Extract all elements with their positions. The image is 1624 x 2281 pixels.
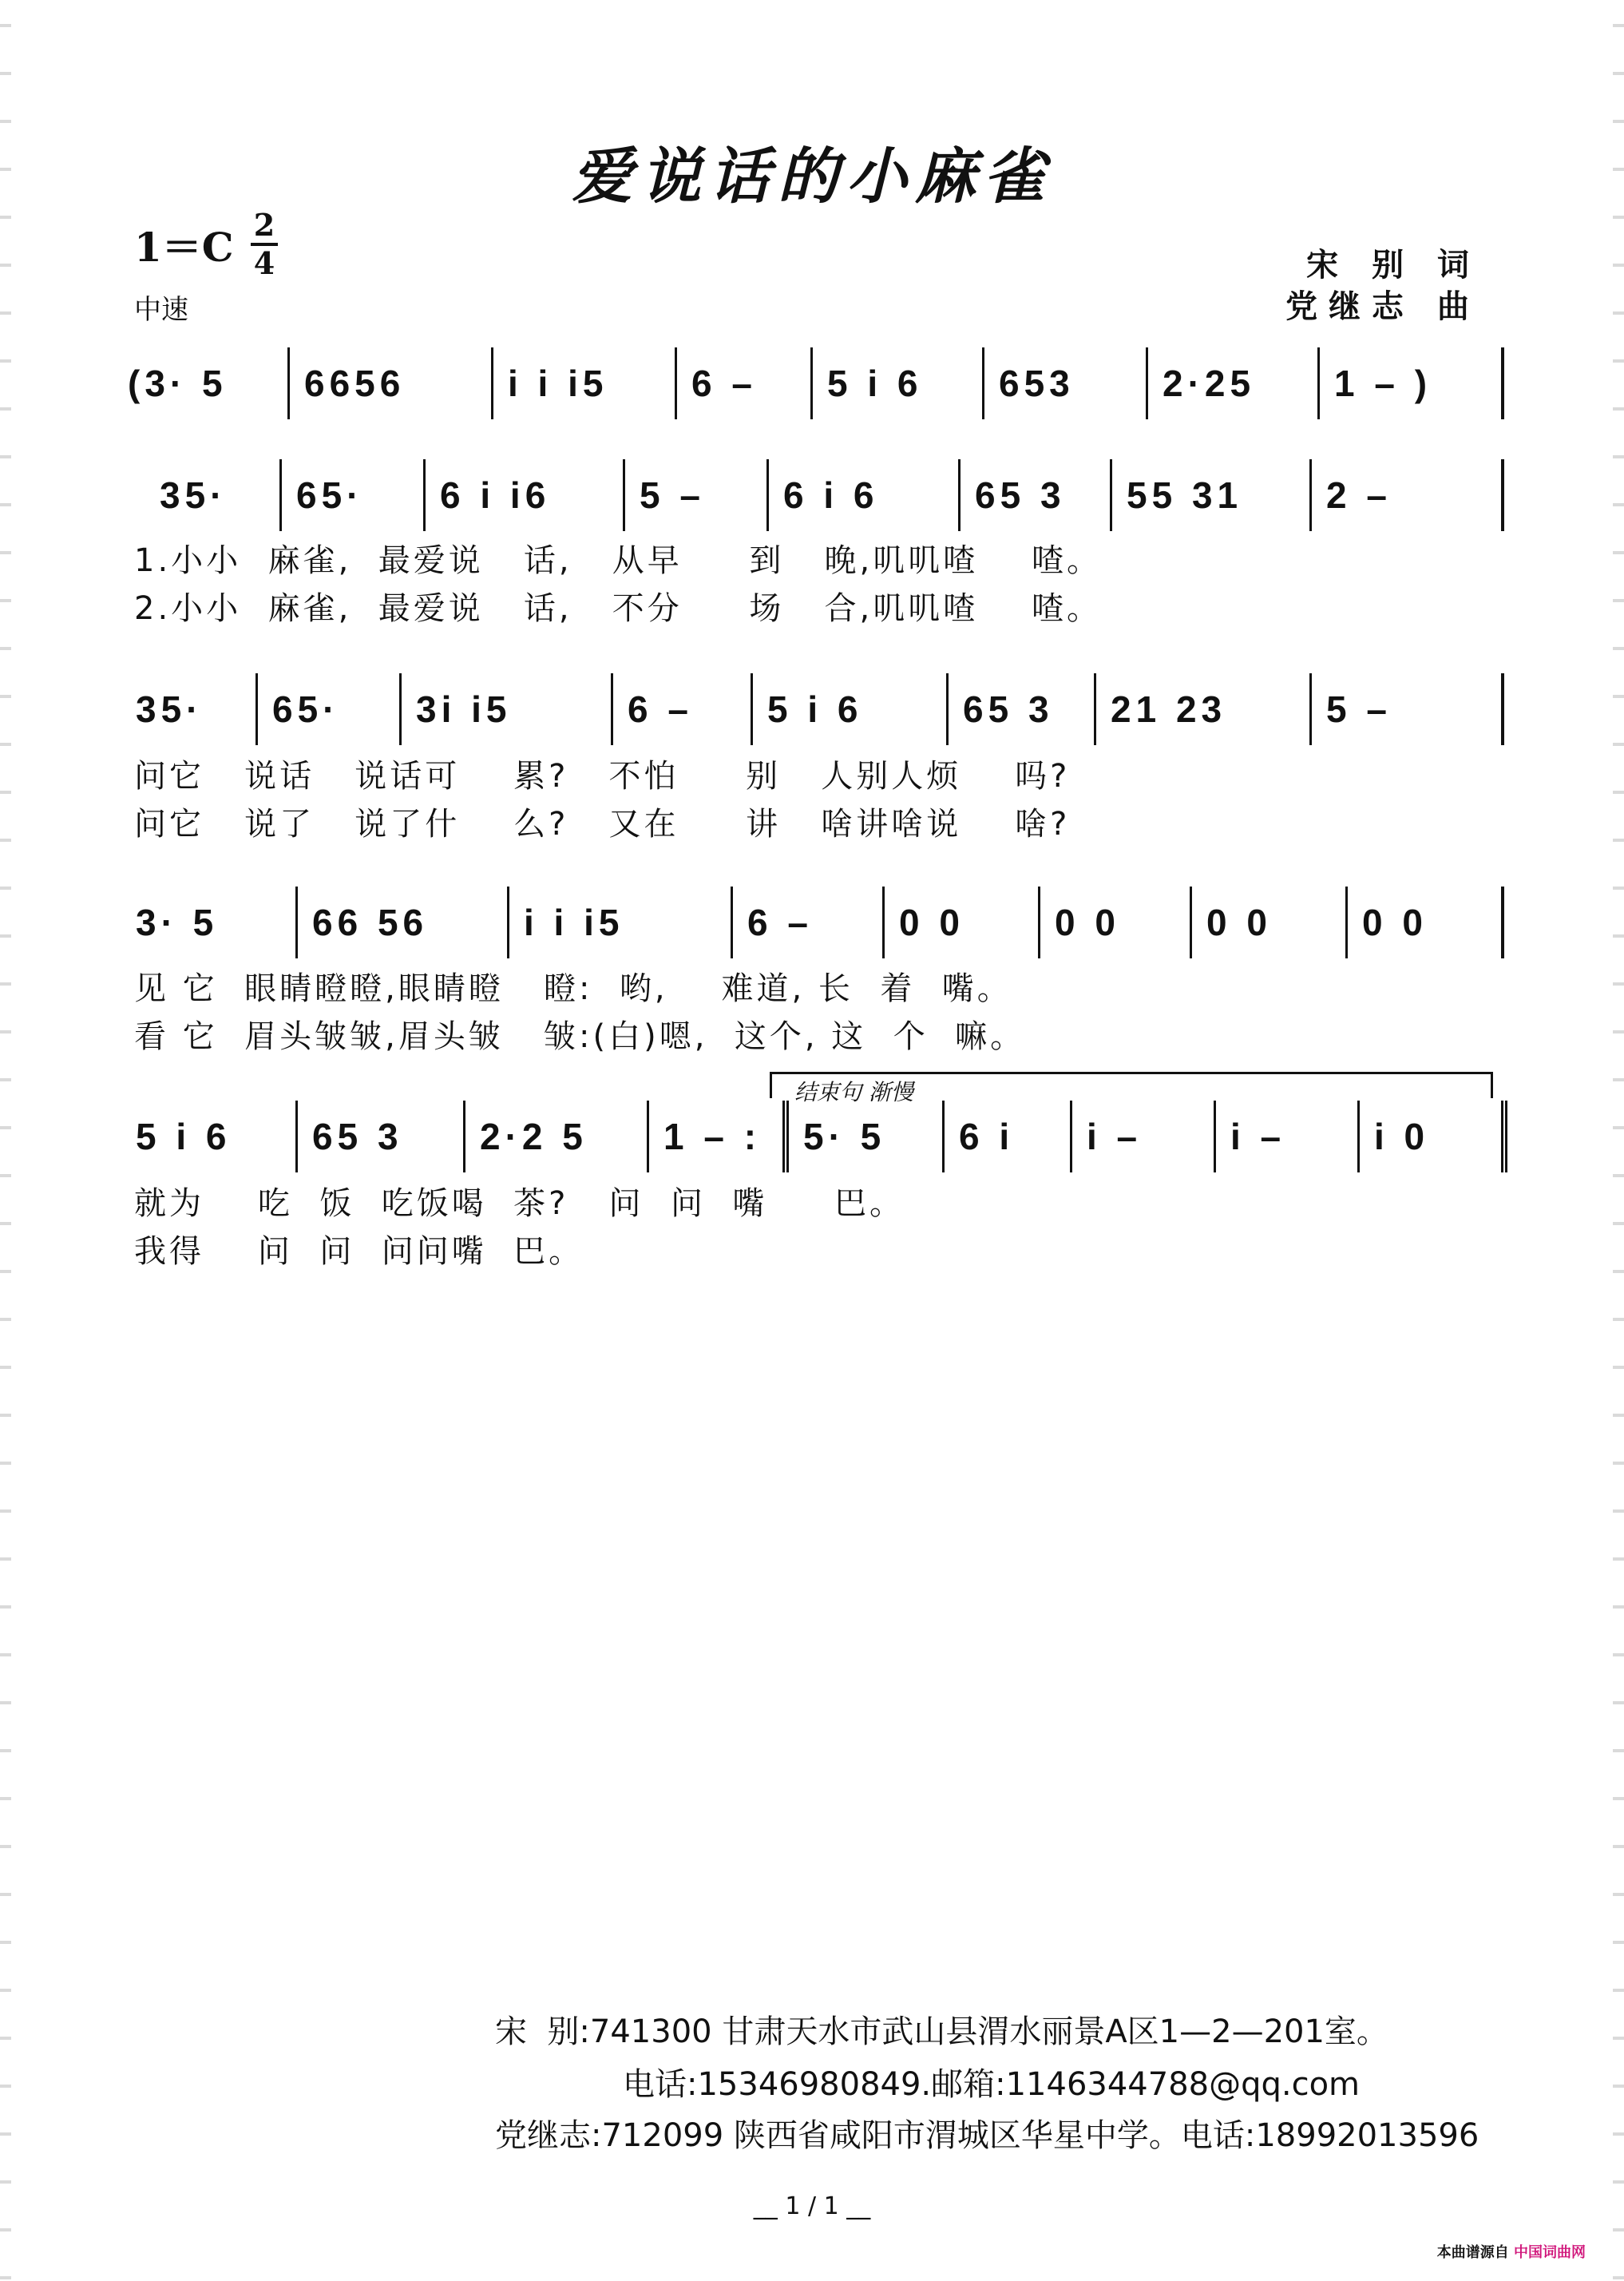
lyric-line: 2.小小 麻雀, 最爱说 话, 不分 场 合,叽叽喳 喳。 <box>134 590 1103 627</box>
staff-line <box>128 673 1504 745</box>
measure: 0 0 <box>882 887 1038 958</box>
lyric-line: 1.小小 麻雀, 最爱说 话, 从早 到 晚,叽叽喳 喳。 <box>134 542 1103 579</box>
measure: 35· <box>136 688 204 730</box>
measure: 3· 5 <box>136 902 219 943</box>
measure: 1 – ) <box>1317 347 1501 419</box>
lyric-line: 我得 问 问 问问嘴 巴。 <box>134 1233 584 1270</box>
measure: 0 0 <box>1190 887 1345 958</box>
staff-line <box>128 887 1504 958</box>
right-edge-watermark <box>1613 0 1624 2281</box>
measure: i i i5 <box>491 347 675 419</box>
composer-credit: 党继志 曲 <box>1285 288 1480 325</box>
measure: 6 i 6 <box>766 459 958 531</box>
staff-line <box>128 1101 1507 1172</box>
measure: i – <box>1214 1101 1357 1172</box>
measure: 2·2 5 <box>463 1101 647 1172</box>
lyricist-credit: 宋 别 词 <box>1306 246 1480 284</box>
meter-bottom: 4 <box>253 245 275 281</box>
lyric-line: 看 它 眉头皱皱,眉头皱 皱:(白)嗯, 这个, 这 个 嘛。 <box>134 1018 1026 1055</box>
measure: 6 – <box>731 887 882 958</box>
measure: 65 3 <box>946 673 1094 745</box>
measure: 653 <box>982 347 1146 419</box>
measure: 0 0 <box>1038 887 1190 958</box>
footer-address-line-1: 宋 别:741300 甘肃天水市武山县渭水丽景A区1—2—201室。 <box>495 2013 1388 2050</box>
song-title: 爱说话的小麻雀 <box>572 141 1052 212</box>
lyric-line: 问它 说话 说话可 累? 不怕 别 人别人烦 吗? <box>134 758 1071 795</box>
measure: 6 i i6 <box>423 459 623 531</box>
lyric-line: 问它 说了 说了什 么? 又在 讲 啥讲啥说 啥? <box>134 806 1071 843</box>
measure: i – <box>1070 1101 1214 1172</box>
measure: 3i i5 <box>399 673 611 745</box>
lyric-line: 就为 吃 饭 吃饭喝 茶? 问 问 嘴 巴。 <box>134 1185 905 1222</box>
source-credit <box>1437 2241 1586 2262</box>
measure: 1 – : <box>647 1101 782 1172</box>
source-prefix: 本曲谱源自 <box>1436 2244 1509 2261</box>
measure: 0 0 <box>1345 887 1501 958</box>
measure: 6656 <box>287 347 491 419</box>
measure: 2·25 <box>1146 347 1317 419</box>
staff-line <box>128 347 1504 419</box>
measure: 5· 5 <box>782 1101 942 1172</box>
measure: (3· 5 <box>128 363 228 404</box>
measure: 21 23 <box>1094 673 1309 745</box>
measure: 5 i 6 <box>751 673 946 745</box>
measure: 6 – <box>611 673 751 745</box>
measure: 5 i 6 <box>810 347 982 419</box>
page-number: __ 1 / 1 __ <box>753 2192 871 2220</box>
measure: 66 56 <box>295 887 507 958</box>
footer-address-line-2: 电话:15346980849.邮箱:1146344788@qq.com <box>623 2066 1361 2103</box>
measure: i i i5 <box>507 887 731 958</box>
measure: 65 3 <box>295 1101 463 1172</box>
lyric-line: 见 它 眼睛瞪瞪,眼睛瞪 瞪: 哟, 难道, 长 着 嘴。 <box>134 970 1012 1007</box>
tempo-marking: 中速 <box>134 294 188 326</box>
measure: 65 3 <box>958 459 1110 531</box>
measure: 65· <box>279 459 423 531</box>
source-site-link[interactable]: 中国词曲网 <box>1514 2244 1586 2261</box>
measure: i 0 <box>1357 1101 1501 1172</box>
meter-top: 2 <box>253 207 275 243</box>
measure: 55 31 <box>1110 459 1309 531</box>
ending-label: 结束句 渐慢 <box>794 1079 913 1105</box>
measure: 35· <box>160 474 228 516</box>
measure: 5 i 6 <box>136 1116 232 1157</box>
measure: 5 – <box>623 459 766 531</box>
measure: 2 – <box>1309 459 1501 531</box>
measure: 65· <box>255 673 399 745</box>
left-edge-watermark <box>0 0 11 2281</box>
time-signature <box>251 209 278 280</box>
staff-line <box>128 459 1504 531</box>
key-signature: 1＝C <box>134 224 234 271</box>
measure: 6 i <box>942 1101 1070 1172</box>
measure: 5 – <box>1309 673 1501 745</box>
footer-address-line-3: 党继志:712099 陕西省咸阳市渭城区华星中学。电话:18992013596 <box>495 2117 1479 2154</box>
measure: 6 – <box>675 347 810 419</box>
